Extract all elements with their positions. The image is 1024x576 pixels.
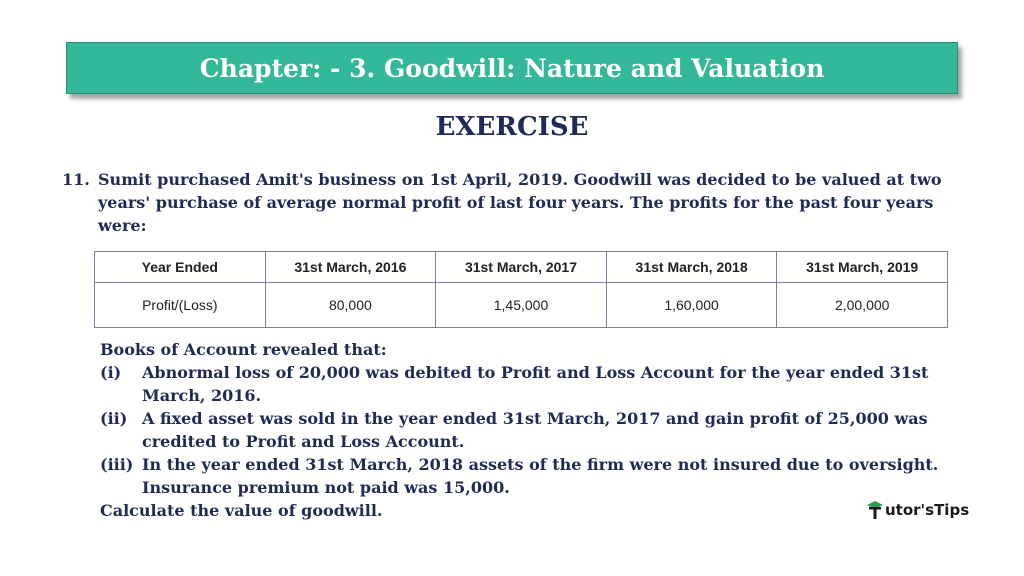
graduation-cap-icon (866, 500, 884, 520)
chapter-title: Chapter: - 3. Goodwill: Nature and Valuation (199, 53, 825, 83)
question-number: 11. (62, 170, 90, 189)
notes-block (100, 338, 960, 522)
question-block (62, 168, 942, 237)
question-text: Sumit purchased Amit's business on 1st April, 2019. Goodwill was decided to be valued at two years' purchase of average normal profit of last four years. The profits for the past four years were: (98, 170, 942, 235)
note-label: (iii) (100, 455, 134, 474)
table-row-label: Profit/(Loss) (95, 283, 266, 328)
notes-closing: Calculate the value of goodwill. (100, 501, 383, 520)
table-header-cell: Year Ended (95, 252, 266, 283)
note-text: Abnormal loss of 20,000 was debited to Profit and Loss Account for the year ended 31st March, 2016. (142, 363, 929, 405)
exercise-heading: EXERCISE (435, 112, 589, 142)
table-cell: 1,60,000 (606, 283, 777, 328)
table-cell: 2,00,000 (777, 283, 948, 328)
table-cell: 80,000 (265, 283, 436, 328)
note-text: A fixed asset was sold in the year ended 31st March, 2017 and gain profit of 25,000 was credited to Profit and Loss Account. (142, 409, 928, 451)
table-header-cell: 31st March, 2019 (777, 252, 948, 283)
note-label: (ii) (100, 409, 128, 428)
table-header-cell: 31st March, 2016 (265, 252, 436, 283)
table-row (95, 283, 948, 328)
note-item (100, 407, 960, 453)
tutors-tips-logo (866, 500, 969, 520)
logo-text: utor's (885, 501, 935, 519)
table-header-row (95, 252, 948, 283)
table-header-cell: 31st March, 2017 (436, 252, 607, 283)
note-text: In the year ended 31st March, 2018 assets of the firm were not insured due to oversight. Insurance premium not paid was 15,000. (142, 455, 939, 497)
profits-table (94, 251, 948, 328)
logo-text-tips: Tips (934, 501, 970, 519)
note-item (100, 361, 960, 407)
note-label: (i) (100, 363, 122, 382)
table-cell: 1,45,000 (436, 283, 607, 328)
note-item (100, 453, 960, 499)
notes-intro: Books of Account revealed that: (100, 340, 387, 359)
table-header-cell: 31st March, 2018 (606, 252, 777, 283)
chapter-banner (66, 42, 958, 94)
